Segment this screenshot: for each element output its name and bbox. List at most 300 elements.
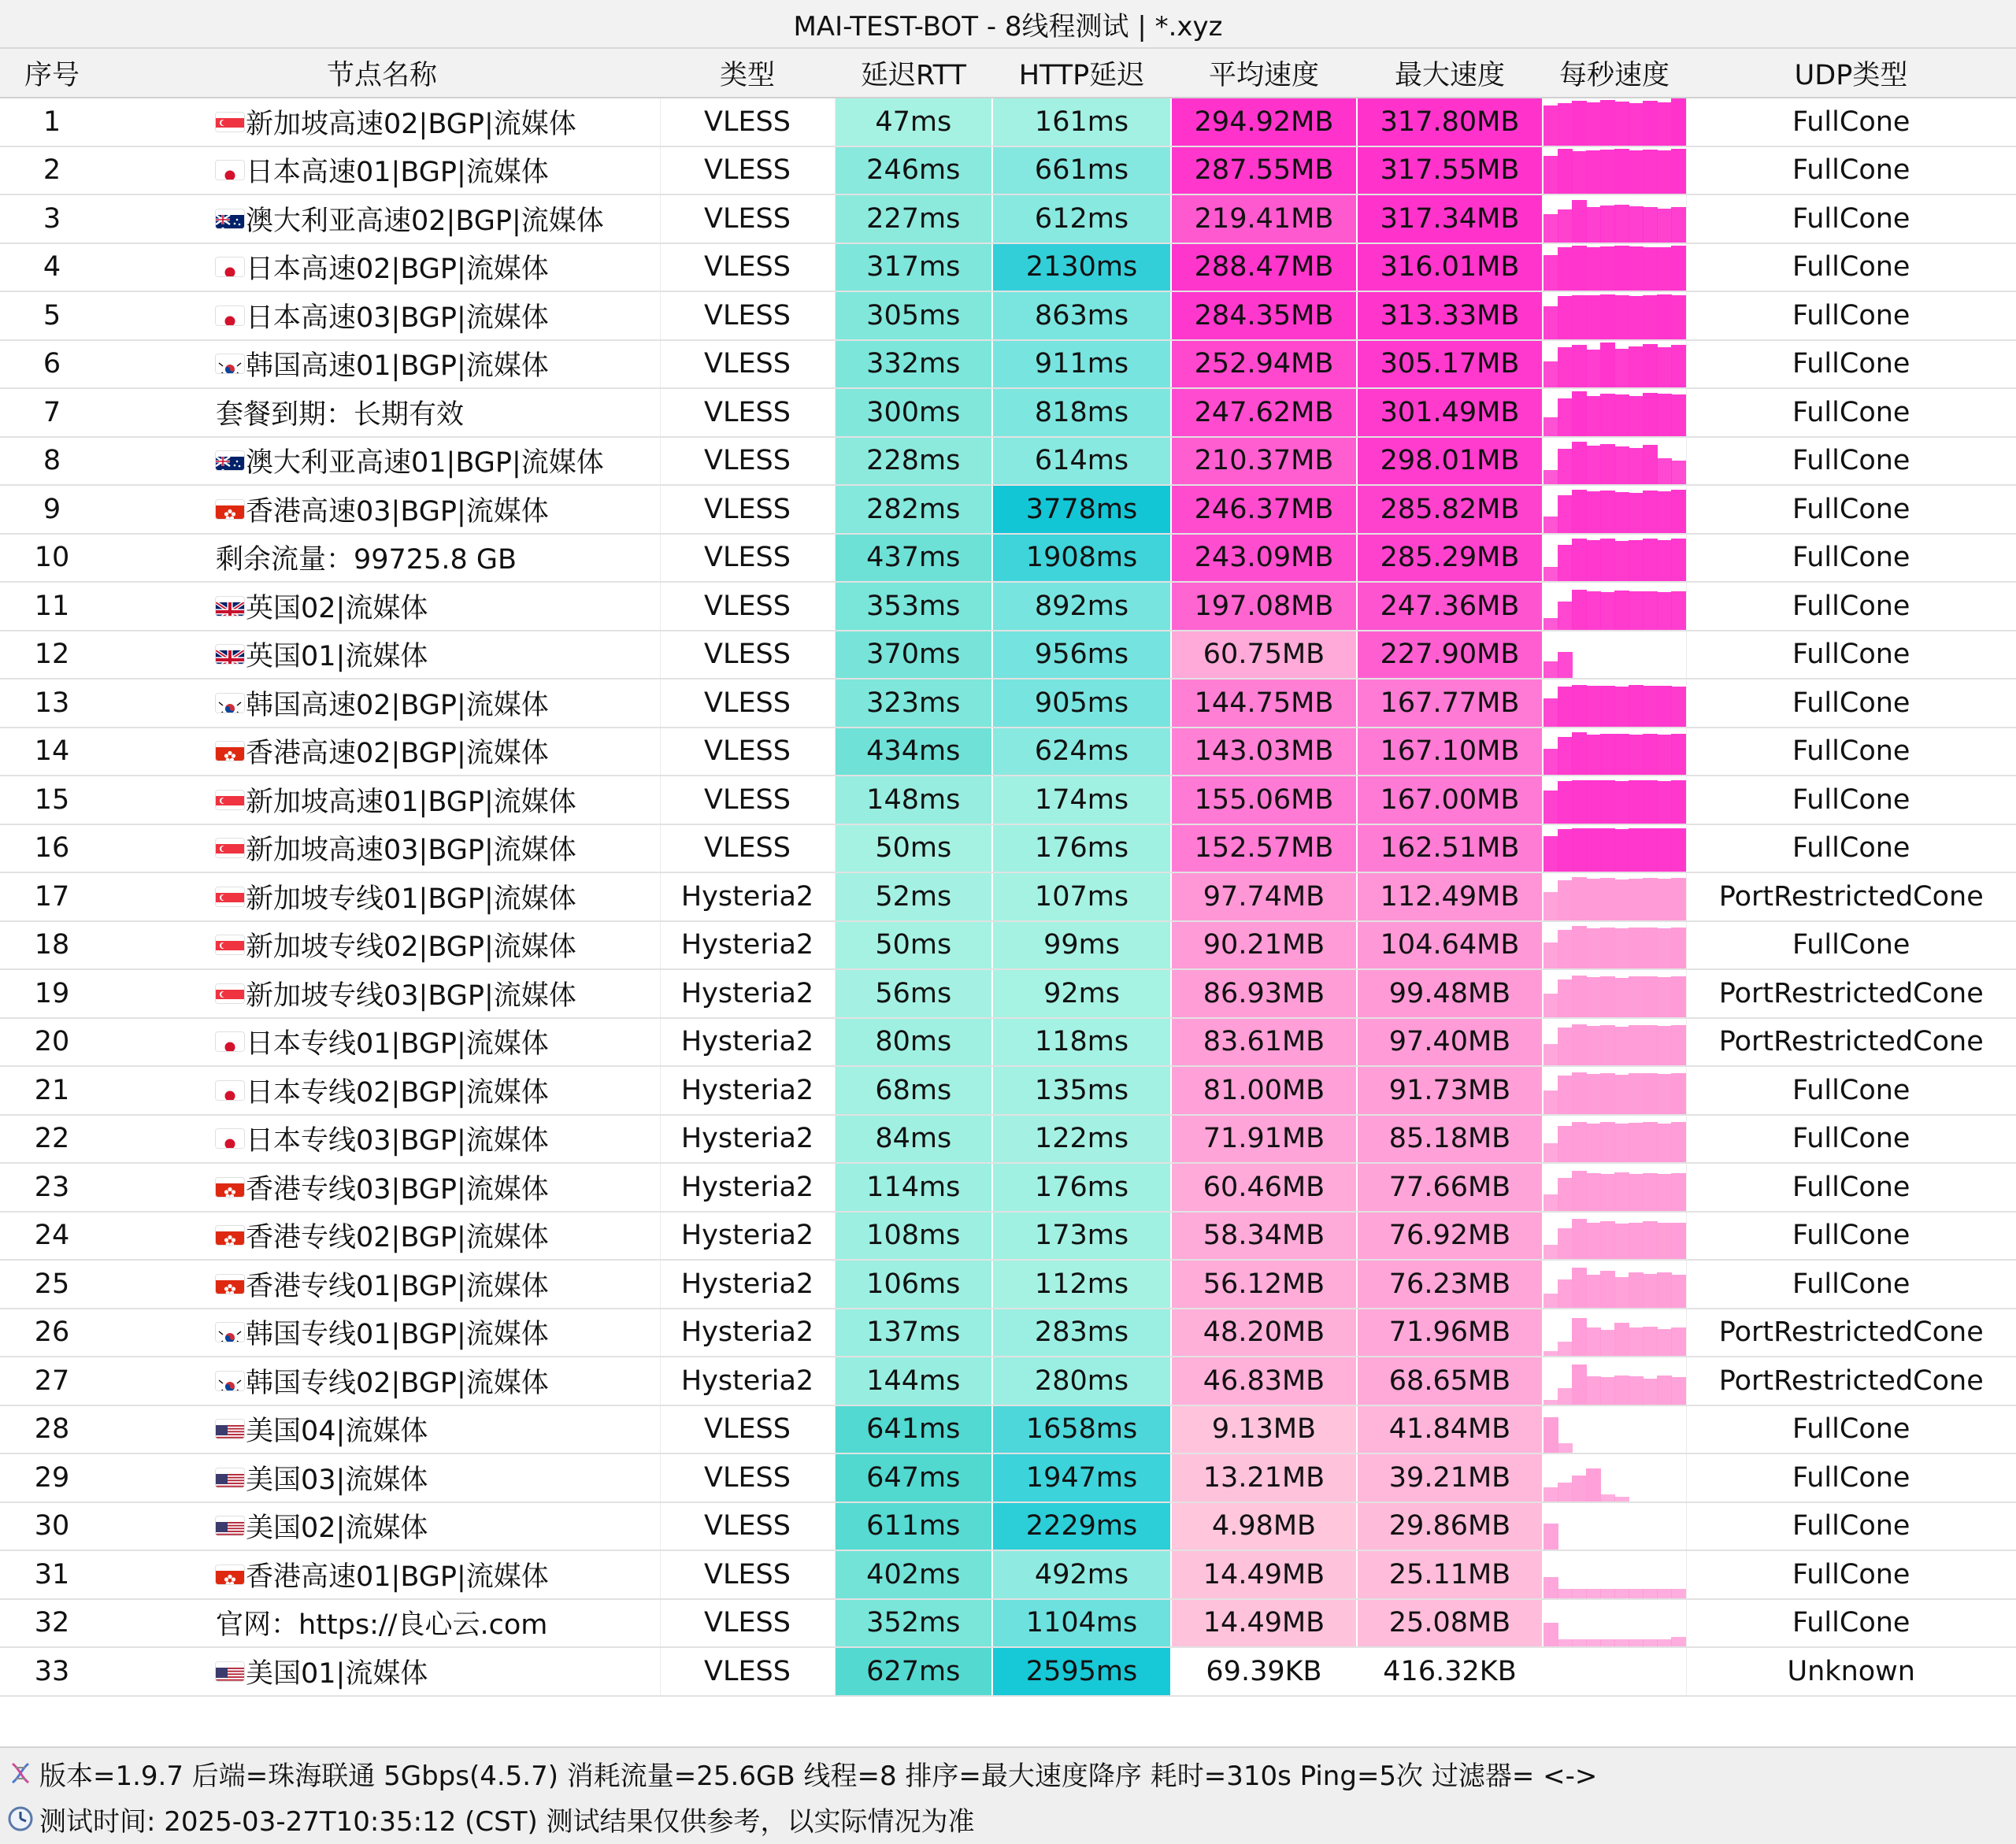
- table-row[interactable]: [0, 1502, 2016, 1551]
- flag-hk-icon: [216, 1565, 244, 1584]
- cell-seq: 16: [0, 824, 104, 873]
- table-row[interactable]: [0, 1647, 2016, 1696]
- cell-node-name: [104, 243, 660, 292]
- node-name-text: 官网：https://良心云.com: [216, 1609, 548, 1642]
- speed-bar: [1572, 685, 1587, 726]
- cell-per-second-speed: [1543, 485, 1686, 534]
- column-header-avg-speed[interactable]: 平均速度: [1171, 49, 1357, 98]
- cell-max-speed: 29.86MB: [1357, 1502, 1543, 1551]
- speed-sparkline: [1544, 679, 1686, 727]
- speed-bar: [1614, 1124, 1629, 1162]
- cell-rtt: 317ms: [835, 243, 992, 292]
- column-header-udp[interactable]: UDP类型: [1686, 49, 2016, 98]
- cell-max-speed: 285.29MB: [1357, 534, 1543, 583]
- table-row[interactable]: [0, 243, 2016, 292]
- speed-bar: [1657, 1223, 1672, 1259]
- column-header-type[interactable]: 类型: [660, 49, 835, 98]
- cell-per-second-speed: [1543, 824, 1686, 873]
- cell-http-latency: 118ms: [992, 1018, 1171, 1067]
- table-row[interactable]: [0, 388, 2016, 437]
- speed-bar: [1586, 1223, 1601, 1259]
- cell-udp-type: FullCone: [1686, 582, 2016, 631]
- speed-bar: [1544, 1143, 1558, 1162]
- cell-max-speed: 39.21MB: [1357, 1453, 1543, 1502]
- cell-rtt: 80ms: [835, 1018, 992, 1067]
- speed-sparkline: [1544, 1019, 1686, 1066]
- cell-http-latency: 2595ms: [992, 1647, 1171, 1696]
- speed-bar: [1544, 567, 1558, 581]
- cell-http-latency: 614ms: [992, 437, 1171, 486]
- speed-bar: [1544, 306, 1558, 339]
- node-name-text: 新加坡高速02|BGP|流媒体: [246, 108, 576, 140]
- flag-us-icon: [216, 1420, 244, 1439]
- speed-bar: [1558, 1126, 1573, 1162]
- column-header-name[interactable]: 节点名称: [104, 49, 660, 98]
- cell-protocol-type: VLESS: [660, 728, 835, 776]
- speed-bar: [1600, 1122, 1615, 1162]
- cell-avg-speed: 288.47MB: [1171, 243, 1357, 292]
- speed-bar: [1671, 591, 1686, 630]
- node-name-text: 新加坡专线02|BGP|流媒体: [246, 931, 576, 964]
- speed-bar: [1600, 976, 1615, 1017]
- speed-bar: [1572, 1171, 1587, 1211]
- cell-http-latency: 2229ms: [992, 1502, 1171, 1551]
- cell-max-speed: 305.17MB: [1357, 340, 1543, 389]
- cell-max-speed: 313.33MB: [1357, 291, 1543, 340]
- node-name-text: 剩余流量：99725.8 GB: [216, 544, 517, 576]
- speed-bar: [1657, 1124, 1672, 1162]
- table-row[interactable]: [0, 146, 2016, 195]
- cell-rtt: 148ms: [835, 776, 992, 824]
- cell-node-name: [104, 921, 660, 970]
- flag-uk-icon: [216, 645, 244, 664]
- cell-http-latency: 99ms: [992, 921, 1171, 970]
- cell-max-speed: 77.66MB: [1357, 1163, 1543, 1212]
- table-row[interactable]: [0, 1018, 2016, 1067]
- speed-bar: [1643, 1122, 1658, 1162]
- table-row[interactable]: [0, 194, 2016, 243]
- cell-udp-type: FullCone: [1686, 437, 2016, 486]
- speed-sparkline: [1544, 1648, 1686, 1695]
- footer-line-1-text: 版本=1.9.7 后端=珠海联通 5Gbps(4.5.7) 消耗流量=25.6GB 线程=8 排序=最大速度降序 耗时=310s Ping=5次 过滤器= <->: [39, 1760, 1598, 1792]
- cell-protocol-type: VLESS: [660, 291, 835, 340]
- node-name-text: 香港专线01|BGP|流媒体: [246, 1270, 549, 1302]
- speed-bar: [1586, 879, 1601, 920]
- cell-udp-type: FullCone: [1686, 243, 2016, 292]
- cell-protocol-type: VLESS: [660, 1405, 835, 1454]
- cell-max-speed: 416.32KB: [1357, 1647, 1543, 1696]
- table-row[interactable]: [0, 582, 2016, 631]
- table-row[interactable]: [0, 631, 2016, 679]
- speed-bar: [1544, 417, 1558, 436]
- flag-us-icon: [216, 1662, 244, 1681]
- cell-http-latency: 2130ms: [992, 243, 1171, 292]
- cell-node-name: [104, 388, 660, 437]
- speed-bar: [1572, 101, 1587, 146]
- speed-bar: [1544, 1044, 1558, 1065]
- speed-bar: [1629, 828, 1644, 872]
- speed-bar: [1671, 1223, 1686, 1259]
- speed-bar: [1572, 345, 1587, 387]
- speed-bar: [1572, 828, 1587, 872]
- footer-line-1: [6, 1750, 1597, 1797]
- flag-sg-icon: [216, 839, 244, 857]
- table-row[interactable]: [0, 969, 2016, 1018]
- cell-node-name: [104, 1066, 660, 1115]
- speed-bar: [1544, 1351, 1558, 1356]
- cell-avg-speed: 246.37MB: [1171, 485, 1357, 534]
- cell-max-speed: 317.55MB: [1357, 146, 1543, 195]
- speed-bar: [1643, 591, 1658, 630]
- speed-sparkline: [1544, 341, 1686, 388]
- speed-sparkline: [1544, 825, 1686, 872]
- cell-per-second-speed: [1543, 1357, 1686, 1405]
- table-row[interactable]: [0, 1357, 2016, 1405]
- cell-avg-speed: 287.55MB: [1171, 146, 1357, 195]
- flag-hk-icon: [216, 1178, 244, 1197]
- cell-protocol-type: VLESS: [660, 679, 835, 728]
- speed-bar: [1558, 880, 1573, 920]
- flag-kr-icon: [216, 694, 244, 713]
- speed-bar: [1600, 206, 1615, 242]
- node-name-text: 英国01|流媒体: [246, 641, 428, 673]
- speed-bar: [1572, 1024, 1587, 1065]
- cell-protocol-type: Hysteria2: [660, 1212, 835, 1261]
- cell-seq: 25: [0, 1260, 104, 1309]
- speed-bar: [1558, 495, 1573, 533]
- cell-node-name: [104, 146, 660, 195]
- cell-node-name: [104, 776, 660, 824]
- speed-bar: [1544, 698, 1558, 727]
- cell-per-second-speed: [1543, 340, 1686, 389]
- speed-bar: [1586, 1275, 1601, 1308]
- speed-bar: [1572, 442, 1587, 484]
- speed-bar: [1600, 343, 1615, 387]
- speed-bar: [1558, 930, 1573, 968]
- cell-node-name: [104, 824, 660, 873]
- cell-avg-speed: 69.39KB: [1171, 1647, 1357, 1696]
- speed-sparkline: [1544, 244, 1686, 291]
- speed-bar: [1657, 1376, 1672, 1405]
- speed-bar: [1671, 149, 1686, 194]
- cell-protocol-type: VLESS: [660, 1599, 835, 1648]
- cell-seq: 20: [0, 1018, 104, 1067]
- table-row[interactable]: [0, 485, 2016, 534]
- cell-node-name: [104, 728, 660, 776]
- cell-protocol-type: VLESS: [660, 1647, 835, 1696]
- table-row[interactable]: [0, 1550, 2016, 1599]
- table-row[interactable]: [0, 679, 2016, 728]
- table-row[interactable]: [0, 534, 2016, 583]
- speed-bar: [1544, 942, 1558, 968]
- cell-max-speed: 91.73MB: [1357, 1066, 1543, 1115]
- cell-avg-speed: 13.21MB: [1171, 1453, 1357, 1502]
- results-table: [0, 49, 2016, 1697]
- speed-bar: [1657, 1074, 1672, 1114]
- speed-bar: [1544, 255, 1558, 291]
- flag-sg-icon: [216, 113, 244, 131]
- cell-udp-type: FullCone: [1686, 1163, 2016, 1212]
- speed-bar: [1614, 102, 1629, 145]
- cell-seq: 2: [0, 146, 104, 195]
- table-row[interactable]: [0, 1212, 2016, 1261]
- table-row[interactable]: [0, 824, 2016, 873]
- cell-per-second-speed: [1543, 921, 1686, 970]
- speed-bar: [1544, 361, 1558, 387]
- speed-bar: [1600, 592, 1615, 630]
- speed-bar: [1671, 878, 1686, 920]
- speed-bar: [1629, 396, 1644, 436]
- speed-bar: [1657, 1026, 1672, 1065]
- speed-bar: [1600, 734, 1615, 775]
- node-name-text: 美国01|流媒体: [246, 1657, 428, 1690]
- cell-http-latency: 661ms: [992, 146, 1171, 195]
- speed-bar: [1600, 394, 1615, 436]
- cell-avg-speed: 294.92MB: [1171, 98, 1357, 146]
- cell-http-latency: 1658ms: [992, 1405, 1171, 1454]
- speed-bar: [1657, 347, 1672, 387]
- speed-bar: [1643, 1221, 1658, 1259]
- table-row[interactable]: [0, 1066, 2016, 1115]
- cell-udp-type: FullCone: [1686, 340, 2016, 389]
- speed-bar: [1671, 1377, 1686, 1405]
- cell-per-second-speed: [1543, 728, 1686, 776]
- cell-per-second-speed: [1543, 1066, 1686, 1115]
- speed-bar: [1614, 1224, 1629, 1259]
- cell-rtt: 647ms: [835, 1453, 992, 1502]
- speed-bar: [1643, 393, 1658, 436]
- table-row[interactable]: [0, 1163, 2016, 1212]
- cell-seq: 19: [0, 969, 104, 1018]
- speed-bar: [1544, 1524, 1558, 1550]
- table-row[interactable]: [0, 776, 2016, 824]
- cell-http-latency: 173ms: [992, 1212, 1171, 1261]
- cell-seq: 17: [0, 872, 104, 921]
- flag-sg-icon: [216, 984, 244, 1003]
- cell-protocol-type: VLESS: [660, 824, 835, 873]
- table-row[interactable]: [0, 98, 2016, 146]
- speed-bar: [1643, 101, 1658, 146]
- cell-http-latency: 905ms: [992, 679, 1171, 728]
- speed-bar: [1614, 149, 1629, 194]
- cell-http-latency: 92ms: [992, 969, 1171, 1018]
- cell-udp-type: PortRestrictedCone: [1686, 969, 2016, 1018]
- cell-protocol-type: Hysteria2: [660, 1066, 835, 1115]
- cell-node-name: [104, 582, 660, 631]
- table-row[interactable]: [0, 1453, 2016, 1502]
- cell-avg-speed: 155.06MB: [1171, 776, 1357, 824]
- cell-seq: 1: [0, 98, 104, 146]
- speed-bar: [1544, 1400, 1558, 1405]
- speed-bar: [1572, 1219, 1587, 1259]
- table-row[interactable]: [0, 340, 2016, 389]
- cell-udp-type: FullCone: [1686, 485, 2016, 534]
- cell-avg-speed: 143.03MB: [1171, 728, 1357, 776]
- speed-bar: [1544, 1487, 1558, 1501]
- flag-au-icon: [216, 451, 244, 470]
- speed-bar: [1586, 1468, 1601, 1501]
- speed-bar: [1614, 1277, 1629, 1308]
- speed-bar: [1629, 448, 1644, 484]
- node-name-text: 香港专线02|BGP|流媒体: [246, 1222, 549, 1254]
- cell-protocol-type: VLESS: [660, 146, 835, 195]
- speed-bar: [1600, 878, 1615, 920]
- cell-max-speed: 167.77MB: [1357, 679, 1543, 728]
- speed-bar: [1629, 1123, 1644, 1162]
- speed-bar: [1572, 1476, 1587, 1501]
- cell-avg-speed: 284.35MB: [1171, 291, 1357, 340]
- cell-udp-type: Unknown: [1686, 1647, 2016, 1696]
- cell-udp-type: FullCone: [1686, 146, 2016, 195]
- cell-max-speed: 162.51MB: [1357, 824, 1543, 873]
- cell-avg-speed: 97.74MB: [1171, 872, 1357, 921]
- cell-per-second-speed: [1543, 1599, 1686, 1648]
- speed-bar: [1558, 149, 1573, 194]
- cell-rtt: 352ms: [835, 1599, 992, 1648]
- cell-per-second-speed: [1543, 776, 1686, 824]
- cell-avg-speed: 219.41MB: [1171, 194, 1357, 243]
- cell-avg-speed: 210.37MB: [1171, 437, 1357, 486]
- table-row[interactable]: [0, 1260, 2016, 1309]
- speed-bar: [1572, 1589, 1587, 1598]
- table-row[interactable]: [0, 1599, 2016, 1648]
- speed-sparkline: [1544, 1503, 1686, 1550]
- speed-bar: [1671, 490, 1686, 533]
- speed-bar: [1643, 491, 1658, 533]
- speed-bar: [1629, 928, 1644, 968]
- cell-udp-type: FullCone: [1686, 1405, 2016, 1454]
- cell-http-latency: 818ms: [992, 388, 1171, 437]
- speed-bar: [1671, 539, 1686, 581]
- table-row[interactable]: [0, 921, 2016, 970]
- column-header-per-second[interactable]: 每秒速度: [1543, 49, 1686, 98]
- speed-sparkline: [1544, 1600, 1686, 1647]
- cell-protocol-type: VLESS: [660, 437, 835, 486]
- speed-bar: [1614, 1027, 1629, 1065]
- speed-bar: [1586, 928, 1601, 968]
- table-row[interactable]: [0, 1309, 2016, 1357]
- table-row[interactable]: [0, 728, 2016, 776]
- cell-per-second-speed: [1543, 98, 1686, 146]
- flag-jp-icon: [216, 257, 244, 276]
- table-row[interactable]: [0, 291, 2016, 340]
- flag-hk-icon: [216, 742, 244, 761]
- cell-rtt: 144ms: [835, 1357, 992, 1405]
- speed-bar: [1572, 1639, 1587, 1646]
- cell-rtt: 228ms: [835, 437, 992, 486]
- speed-bar: [1671, 1122, 1686, 1162]
- cell-avg-speed: 83.61MB: [1171, 1018, 1357, 1067]
- speed-bar: [1558, 652, 1573, 678]
- speed-bar: [1544, 1417, 1558, 1453]
- speed-bar: [1643, 878, 1658, 920]
- cell-seq: 27: [0, 1357, 104, 1405]
- cell-protocol-type: Hysteria2: [660, 1260, 835, 1309]
- node-name-text: 新加坡高速01|BGP|流媒体: [246, 786, 576, 818]
- speed-bar: [1572, 1268, 1587, 1308]
- speed-bar: [1572, 151, 1587, 194]
- flag-hk-icon: [216, 1275, 244, 1294]
- speed-bar: [1671, 1025, 1686, 1065]
- flag-uk-icon: [216, 597, 244, 616]
- speed-bar: [1544, 214, 1558, 243]
- speed-bar: [1629, 1589, 1644, 1598]
- speed-bar: [1558, 1639, 1573, 1646]
- speed-bar: [1643, 1589, 1658, 1598]
- speed-bar: [1600, 1494, 1615, 1501]
- speed-bar: [1614, 978, 1629, 1017]
- cell-max-speed: 99.48MB: [1357, 969, 1543, 1018]
- cell-avg-speed: 152.57MB: [1171, 824, 1357, 873]
- cell-rtt: 434ms: [835, 728, 992, 776]
- cell-http-latency: 911ms: [992, 340, 1171, 389]
- speed-sparkline: [1544, 1213, 1686, 1260]
- cell-udp-type: PortRestrictedCone: [1686, 872, 2016, 921]
- speed-bar: [1572, 732, 1587, 775]
- column-header-rtt[interactable]: 延迟RTT: [835, 49, 992, 98]
- column-header-max-speed[interactable]: 最大速度: [1357, 49, 1543, 98]
- speed-bar: [1643, 344, 1658, 387]
- cell-udp-type: FullCone: [1686, 1066, 2016, 1115]
- speed-bar: [1629, 150, 1644, 194]
- cell-node-name: [104, 1163, 660, 1212]
- speed-bar: [1586, 1589, 1601, 1598]
- speed-bar: [1614, 205, 1629, 243]
- speed-bar: [1572, 877, 1587, 920]
- speed-bar: [1558, 1178, 1573, 1211]
- node-name-text: 套餐到期：长期有效: [216, 398, 465, 431]
- table-row[interactable]: [0, 1115, 2016, 1164]
- speed-bar: [1586, 150, 1601, 194]
- cell-avg-speed: 81.00MB: [1171, 1066, 1357, 1115]
- speed-bar: [1643, 828, 1658, 872]
- cell-per-second-speed: [1543, 1163, 1686, 1212]
- table-row[interactable]: [0, 1405, 2016, 1454]
- cell-protocol-type: VLESS: [660, 582, 835, 631]
- cell-protocol-type: VLESS: [660, 631, 835, 679]
- speed-bar: [1558, 398, 1573, 436]
- speed-bar: [1558, 1228, 1573, 1259]
- cell-rtt: 47ms: [835, 98, 992, 146]
- header-row: [0, 49, 2016, 98]
- speed-bar: [1671, 828, 1686, 872]
- column-header-seq[interactable]: 序号: [0, 49, 104, 98]
- cell-seq: 7: [0, 388, 104, 437]
- cell-seq: 23: [0, 1163, 104, 1212]
- cell-node-name: [104, 969, 660, 1018]
- dna-icon: [6, 1759, 35, 1787]
- cell-per-second-speed: [1543, 1212, 1686, 1261]
- flag-jp-icon: [216, 1081, 244, 1100]
- speed-bar: [1558, 1076, 1573, 1114]
- cell-rtt: 106ms: [835, 1260, 992, 1309]
- cell-udp-type: PortRestrictedCone: [1686, 1357, 2016, 1405]
- cell-udp-type: FullCone: [1686, 1599, 2016, 1648]
- column-header-http[interactable]: HTTP延迟: [992, 49, 1171, 98]
- speed-bar: [1600, 491, 1615, 533]
- cell-per-second-speed: [1543, 194, 1686, 243]
- speed-bar: [1671, 461, 1686, 484]
- table-row[interactable]: [0, 437, 2016, 486]
- cell-udp-type: FullCone: [1686, 1212, 2016, 1261]
- table-row[interactable]: [0, 872, 2016, 921]
- cell-node-name: [104, 291, 660, 340]
- speed-bar: [1643, 295, 1658, 339]
- speed-sparkline: [1544, 922, 1686, 969]
- cell-node-name: [104, 1115, 660, 1164]
- cell-protocol-type: Hysteria2: [660, 1018, 835, 1067]
- cell-http-latency: 283ms: [992, 1309, 1171, 1357]
